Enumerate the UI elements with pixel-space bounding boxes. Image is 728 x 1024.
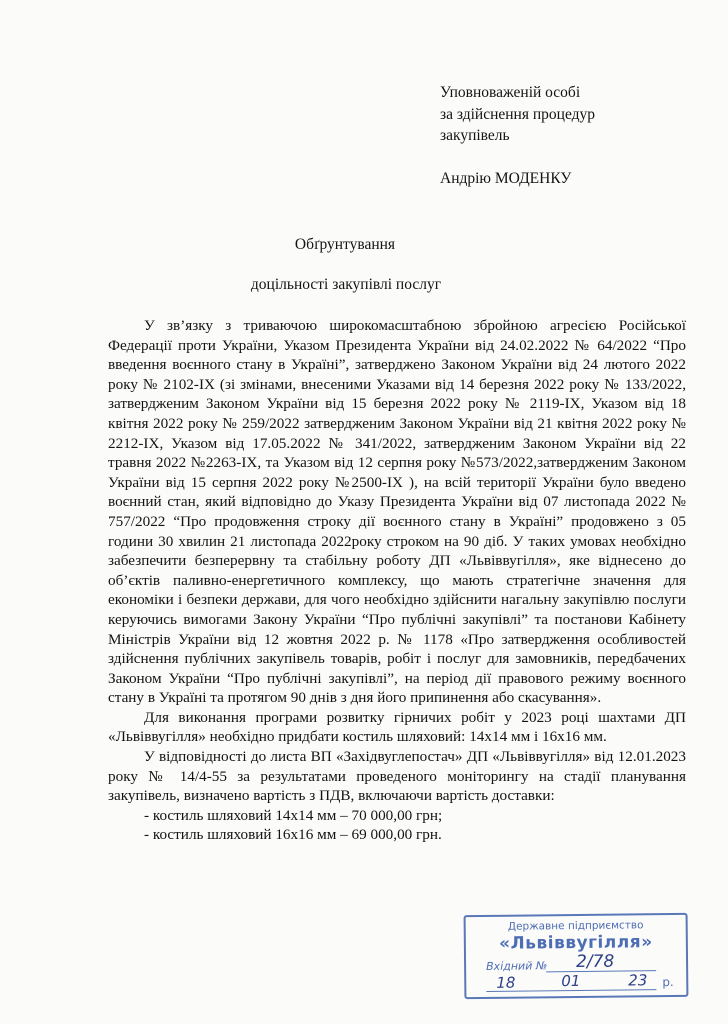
paragraph-2: Для виконання програми розвитку гірничих робіт у 2023 році шахтами ДП «Львіввугілля» необхідно придбати костиль шляховий: 14х14 мм і 16х16 мм. (108, 708, 686, 746)
addressee-line-1: Уповноваженій особі (440, 84, 581, 101)
registration-stamp (464, 913, 689, 999)
stamp-year-suffix: р. (662, 974, 674, 990)
price-list (108, 806, 686, 845)
stamp-incoming-label: Вхідний № (486, 959, 548, 973)
document-body (108, 316, 686, 845)
stamp-incoming-number: 2/78 (575, 951, 615, 972)
price-item-2: - костиль шляховий 16х16 мм – 69 000,00 грн. (144, 826, 442, 844)
addressee-name: Андрію МОДЕНКУ (440, 169, 572, 187)
paragraph-1: У зв’язку з триваючою широкомасштабною збройною агресією Російської Федерації проти України, Указом Президента України від 24.02.2022 № 64/2022 “Про введення воєнного стану в Україні”, затверджено Законом України від 24 лютого 2022 року № 2102-IX (зі змінами, внесеними Указами від 14 березня 2022 року № 133/2022, затвердженим Законом України від 15 березня 2022 року № 2119-IX, Указом від 18 квітня 2022 року № 259/2022 затвердженим Законом України від 21 квітня 2022 року № 2212-IX, Указом від 17.05.2022 № 341/2022, затвердженим Законом України від 22 травня 2022 №2263-IX, та Указом від 12 серпня року №573/2022,затвердженим Законом України від 15 серпня 2022 року №2500-IX ), на всій території України було введено воєнний стан, який відповідно до Указу Президента України від 07 листопада 2022 № 757/2022 “Про продовження строку дії воєнного стану в Україні” продовжено з 05 години 30 хвилин 21 листопада 2022року строком на 90 діб. У таких умовах необхідно забезпечити безперервну та стабільну роботу ДП «Львіввугілля», яке віднесено до об’єктів паливно-енергетичного комплексу, що мають стратегічне значення для економіки і безпеки держави, для чого необхідно здійснити нагальну закупівлю послуги керуючись вимогами Закону України “Про публічні закупівлі” та постанови Кабінету Міністрів України від 12 жовтня 2022 р. № 1178 «Про затвердження особливостей здійснення публічних закупівель товарів, робіт і послуг для замовників, передбачених Законом України “Про публічні закупівлі”, на період дії правового режиму воєнного стану в Україні та протягом 90 днів з дня його припинення або скасування». (108, 317, 686, 707)
stamp-month: 01 (561, 971, 581, 991)
stamp-org-type: Державне підприємство (507, 919, 644, 933)
paragraph-3: У відповідності до листа ВП «Західвуглепостач» ДП «Львіввугілля» від 12.01.2023 року № 14/4-55 за результатами проведеного моніторингу на стадії планування закупівель, визначено вартість з ПДВ, включаючи вартість доставки: (108, 748, 686, 805)
addressee-line-2: за здійснення процедур (440, 105, 596, 123)
addressee-block (440, 82, 595, 189)
price-item-1: - костиль шляховий 14х14 мм – 70 000,00 грн; (144, 806, 443, 824)
document-title: Обґрунтування (294, 236, 396, 253)
stamp-org-name: «Львіввугілля» (498, 932, 653, 954)
addressee-line-3: закупівель (440, 127, 510, 144)
document-subtitle: доцільності закупівлі послуг (250, 276, 442, 293)
stamp-day: 18 (496, 973, 516, 992)
stamp-year: 23 (628, 971, 648, 990)
